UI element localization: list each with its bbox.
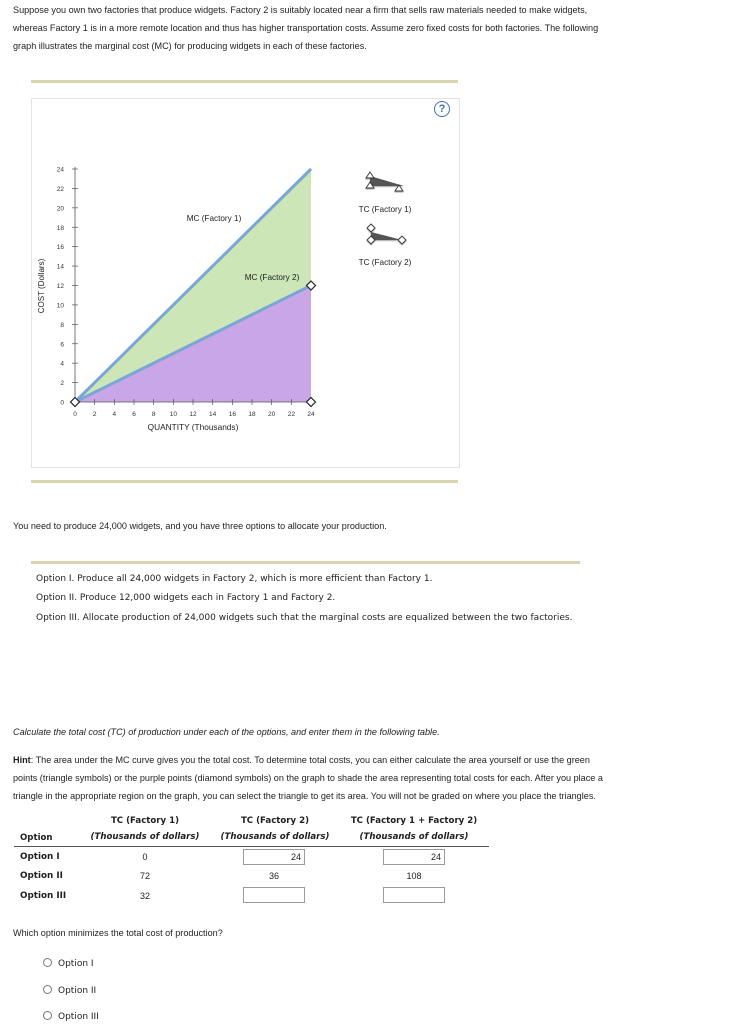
row-label-option-3: Option III (20, 891, 67, 901)
x-tick-label-8: 8 (151, 411, 156, 418)
input-option-1-tc2[interactable]: 24 (243, 849, 305, 865)
col-header-total-unit: (Thousands of dollars) (359, 832, 469, 842)
x-tick-label-14: 14 (209, 411, 217, 418)
divider-graph-bottom (31, 480, 458, 483)
mc-graph[interactable] (0, 0, 748, 500)
hint-line-1 (13, 751, 590, 769)
y-tick-label-24: 24 (56, 166, 64, 174)
input-option-3-total[interactable] (383, 887, 445, 903)
hint-label: Hint (13, 755, 31, 765)
question-text: Which option minimizes the total cost of production? (13, 928, 223, 938)
radio-option-2[interactable] (43, 985, 96, 996)
cell-option-2-tc1: 72 (139, 871, 150, 881)
y-tick-label-16: 16 (56, 244, 64, 252)
radio-circle-icon[interactable] (43, 958, 52, 967)
y-tick-label-8: 8 (60, 321, 64, 329)
need-text: You need to produce 24,000 widgets, and you have three options to allocate your production. (13, 521, 387, 531)
y-axis-title: COST (Dollars) (37, 258, 46, 314)
cell-option-2-total: 108 (406, 871, 422, 881)
calc-instruction: Calculate the total cost (TC) of production under each of the options, and enter them in the following table. (13, 727, 440, 737)
x-tick-label-22: 22 (287, 411, 295, 418)
radio-circle-icon[interactable] (43, 985, 52, 994)
legend-tc-factory-1: TC (Factory 1) (358, 205, 412, 214)
option-1-text: Option I. Produce all 24,000 widgets in Factory 2, which is more efficient than Factory 1. (36, 574, 433, 584)
col-header-tc2-unit: (Thousands of dollars) (220, 832, 330, 842)
y-tick-label-20: 20 (56, 205, 64, 213)
table-header-rule (14, 846, 489, 847)
y-tick-label-10: 10 (56, 302, 64, 310)
radio-option-1[interactable] (43, 958, 94, 969)
help-icon[interactable]: ? (434, 101, 450, 117)
cell-option-3-tc1: 32 (139, 891, 150, 901)
x-tick-label-12: 12 (189, 411, 197, 418)
hint-line-3: triangle in the appropriate region on the graph, you can select the triangle to get its area. You will not be graded on where you place the triangles. (13, 791, 596, 801)
cell-option-1-tc1: 0 (142, 852, 148, 862)
y-tick-label-0: 0 (60, 399, 64, 407)
diamond-tool-icon[interactable] (367, 224, 406, 244)
radio-option-1-label: Option I (58, 959, 94, 969)
y-tick-label-18: 18 (56, 224, 64, 232)
col-header-tc1: TC (Factory 1) (110, 816, 180, 826)
y-tick-label-12: 12 (56, 283, 64, 290)
x-tick-label-6: 6 (132, 411, 136, 418)
x-tick-label-18: 18 (248, 411, 256, 418)
legend-tc-factory-2: TC (Factory 2) (358, 258, 412, 267)
y-tick-label-14: 14 (56, 263, 64, 271)
intro-line-1: Suppose you own two factories that produce widgets. Factory 2 is suitably located near a firm that sells raw materials needed to make widgets, (13, 5, 588, 15)
col-header-option: Option (20, 833, 53, 843)
cell-option-2-tc2: 36 (268, 871, 279, 881)
radio-option-2-label: Option II (58, 986, 97, 996)
plot-layer (57, 167, 316, 419)
radio-option-3[interactable] (43, 1011, 99, 1022)
divider-options (31, 561, 580, 564)
intro-line-3: graph illustrates the marginal cost (MC) for producing widgets in each of these factories. (13, 41, 367, 51)
row-label-option-2: Option II (20, 871, 63, 881)
col-header-tc2: TC (Factory 2) (240, 816, 310, 826)
hint-text-1: : The area under the MC curve gives you the total cost. To determine total costs, you can either calculate the area yourself or use the green (30, 755, 590, 765)
x-tick-label-16: 16 (228, 411, 236, 418)
x-axis-title: QUANTITY (Thousands) (147, 422, 239, 432)
y-tick-label-6: 6 (60, 341, 64, 349)
x-tick-label-2: 2 (92, 411, 97, 418)
mc-factory-2-label: MC (Factory 2) (244, 273, 300, 282)
x-tick-label-20: 20 (268, 411, 276, 418)
mc-factory-1-label: MC (Factory 1) (186, 214, 242, 223)
option-2-text: Option II. Produce 12,000 widgets each in Factory 1 and Factory 2. (36, 593, 336, 603)
y-tick-label-22: 22 (56, 185, 64, 193)
row-label-option-1: Option I (20, 852, 60, 862)
x-tick-label-4: 4 (112, 411, 117, 418)
input-option-3-tc2[interactable] (243, 887, 305, 903)
y-tick-label-4: 4 (60, 360, 64, 368)
hint-line-2: points (triangle symbols) or the purple points (diamond symbols) on the graph to shade the area representing total costs for each. After you place a (13, 773, 603, 783)
x-tick-label-10: 10 (169, 411, 177, 418)
x-tick-label-24: 24 (307, 411, 315, 418)
triangle-tool-icon[interactable] (366, 172, 404, 191)
y-tick-label-2: 2 (60, 380, 64, 388)
intro-line-2: whereas Factory 1 is in a more remote location and thus has higher transportation costs. Assume zero fixed costs for both factories. The following (13, 23, 599, 33)
option-3-text: Option III. Allocate production of 24,000 widgets such that the marginal costs are equalized between the two factories. (36, 613, 573, 623)
input-option-1-total[interactable]: 24 (383, 849, 445, 865)
radio-circle-icon[interactable] (43, 1011, 52, 1020)
radio-option-3-label: Option III (58, 1012, 99, 1022)
col-header-tc1-unit: (Thousands of dollars) (90, 832, 200, 842)
x-tick-label-0: 0 (73, 411, 77, 418)
col-header-total: TC (Factory 1 + Factory 2) (350, 816, 478, 826)
